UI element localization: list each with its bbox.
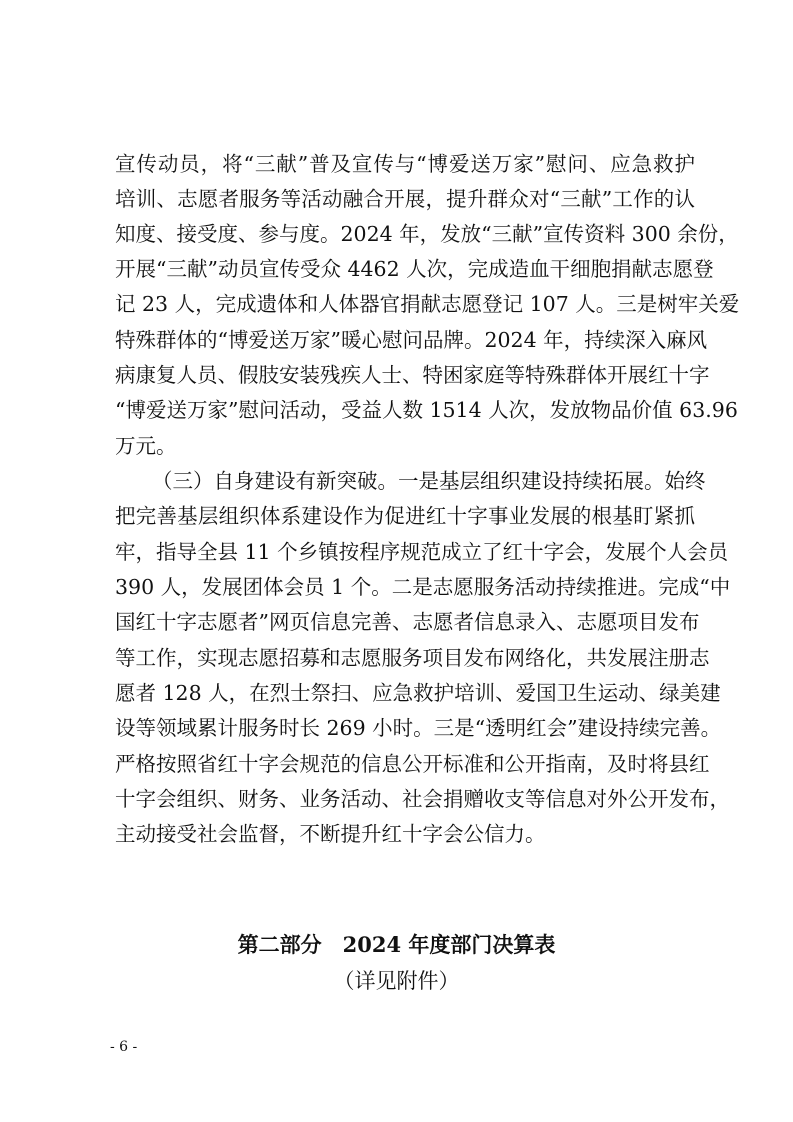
paragraph-line: 牢，指导全县 11 个乡镇按程序规范成立了红十字会，发展个人会员 [115,540,729,564]
paragraph-line: 记 23 人，完成遗体和人体器官捐献志愿登记 107 人。三是树牢关爱 [115,292,740,316]
paragraph-line: 特殊群体的“博爱送万家”暖心慰问品牌。2024 年，持续深入麻风 [115,328,708,352]
paragraph-line: 把完善基层组织体系建设作为促进红十字事业发展的根基盯紧抓 [115,504,695,528]
paragraph-line: 国红十字志愿者”网页信息完善、志愿者信息录入、志愿项目发布 [115,610,700,634]
paragraph-line: 主动接受社会监督，不断提升红十字会公信力。 [115,822,546,846]
paragraph-line: 万元。 [115,434,177,458]
subsection-first-line: （三）自身建设有新突破。一是基层组织建设持续拓展。始终 [152,469,706,493]
section-note: （详见附件） [333,969,460,993]
paragraph-line: 390 人，发展团体会员 1 个。二是志愿服务活动持续推进。完成“中 [115,575,731,599]
paragraph-line: 愿者 128 人，在烈士祭扫、应急救护培训、爱国卫生运动、绿美建 [115,681,721,705]
paragraph-line: 病康复人员、假肢安装残疾人士、特困家庭等特殊群体开展红十字 [115,363,710,387]
paragraph-line: 设等领域累计服务时长 269 小时。三是“透明红会”建设持续完善。 [115,716,722,740]
section-heading: 第二部分 2024 年度部门决算表 [237,932,556,957]
paragraph-line: 严格按照省红十字会规范的信息公开标准和公开指南，及时将县红 [115,752,710,776]
paragraph-line: 宣传动员，将“三献”普及宣传与“博爱送万家”慰问、应急救护 [115,152,695,176]
paragraph-line: 培训、志愿者服务等活动融合开展，提升群众对“三献”工作的认 [115,187,695,211]
paragraph-line: 等工作，实现志愿招募和志愿服务项目发布网络化，共发展注册志 [115,646,710,670]
paragraph-line: 开展“三献”动员宣传受众 4462 人次，完成造血干细胞捐献志愿登 [115,257,714,281]
page-number: - 6 - [110,1039,138,1055]
paragraph-line: “博爱送万家”慰问活动，受益人数 1514 人次，发放物品价值 63.96 [115,398,738,422]
paragraph-line: 十字会组织、财务、业务活动、社会捐赠收支等信息对外公开发布， [115,787,730,811]
paragraph-line: 知度、接受度、参与度。2024 年，发放“三献”宣传资料 300 余份， [115,222,739,246]
